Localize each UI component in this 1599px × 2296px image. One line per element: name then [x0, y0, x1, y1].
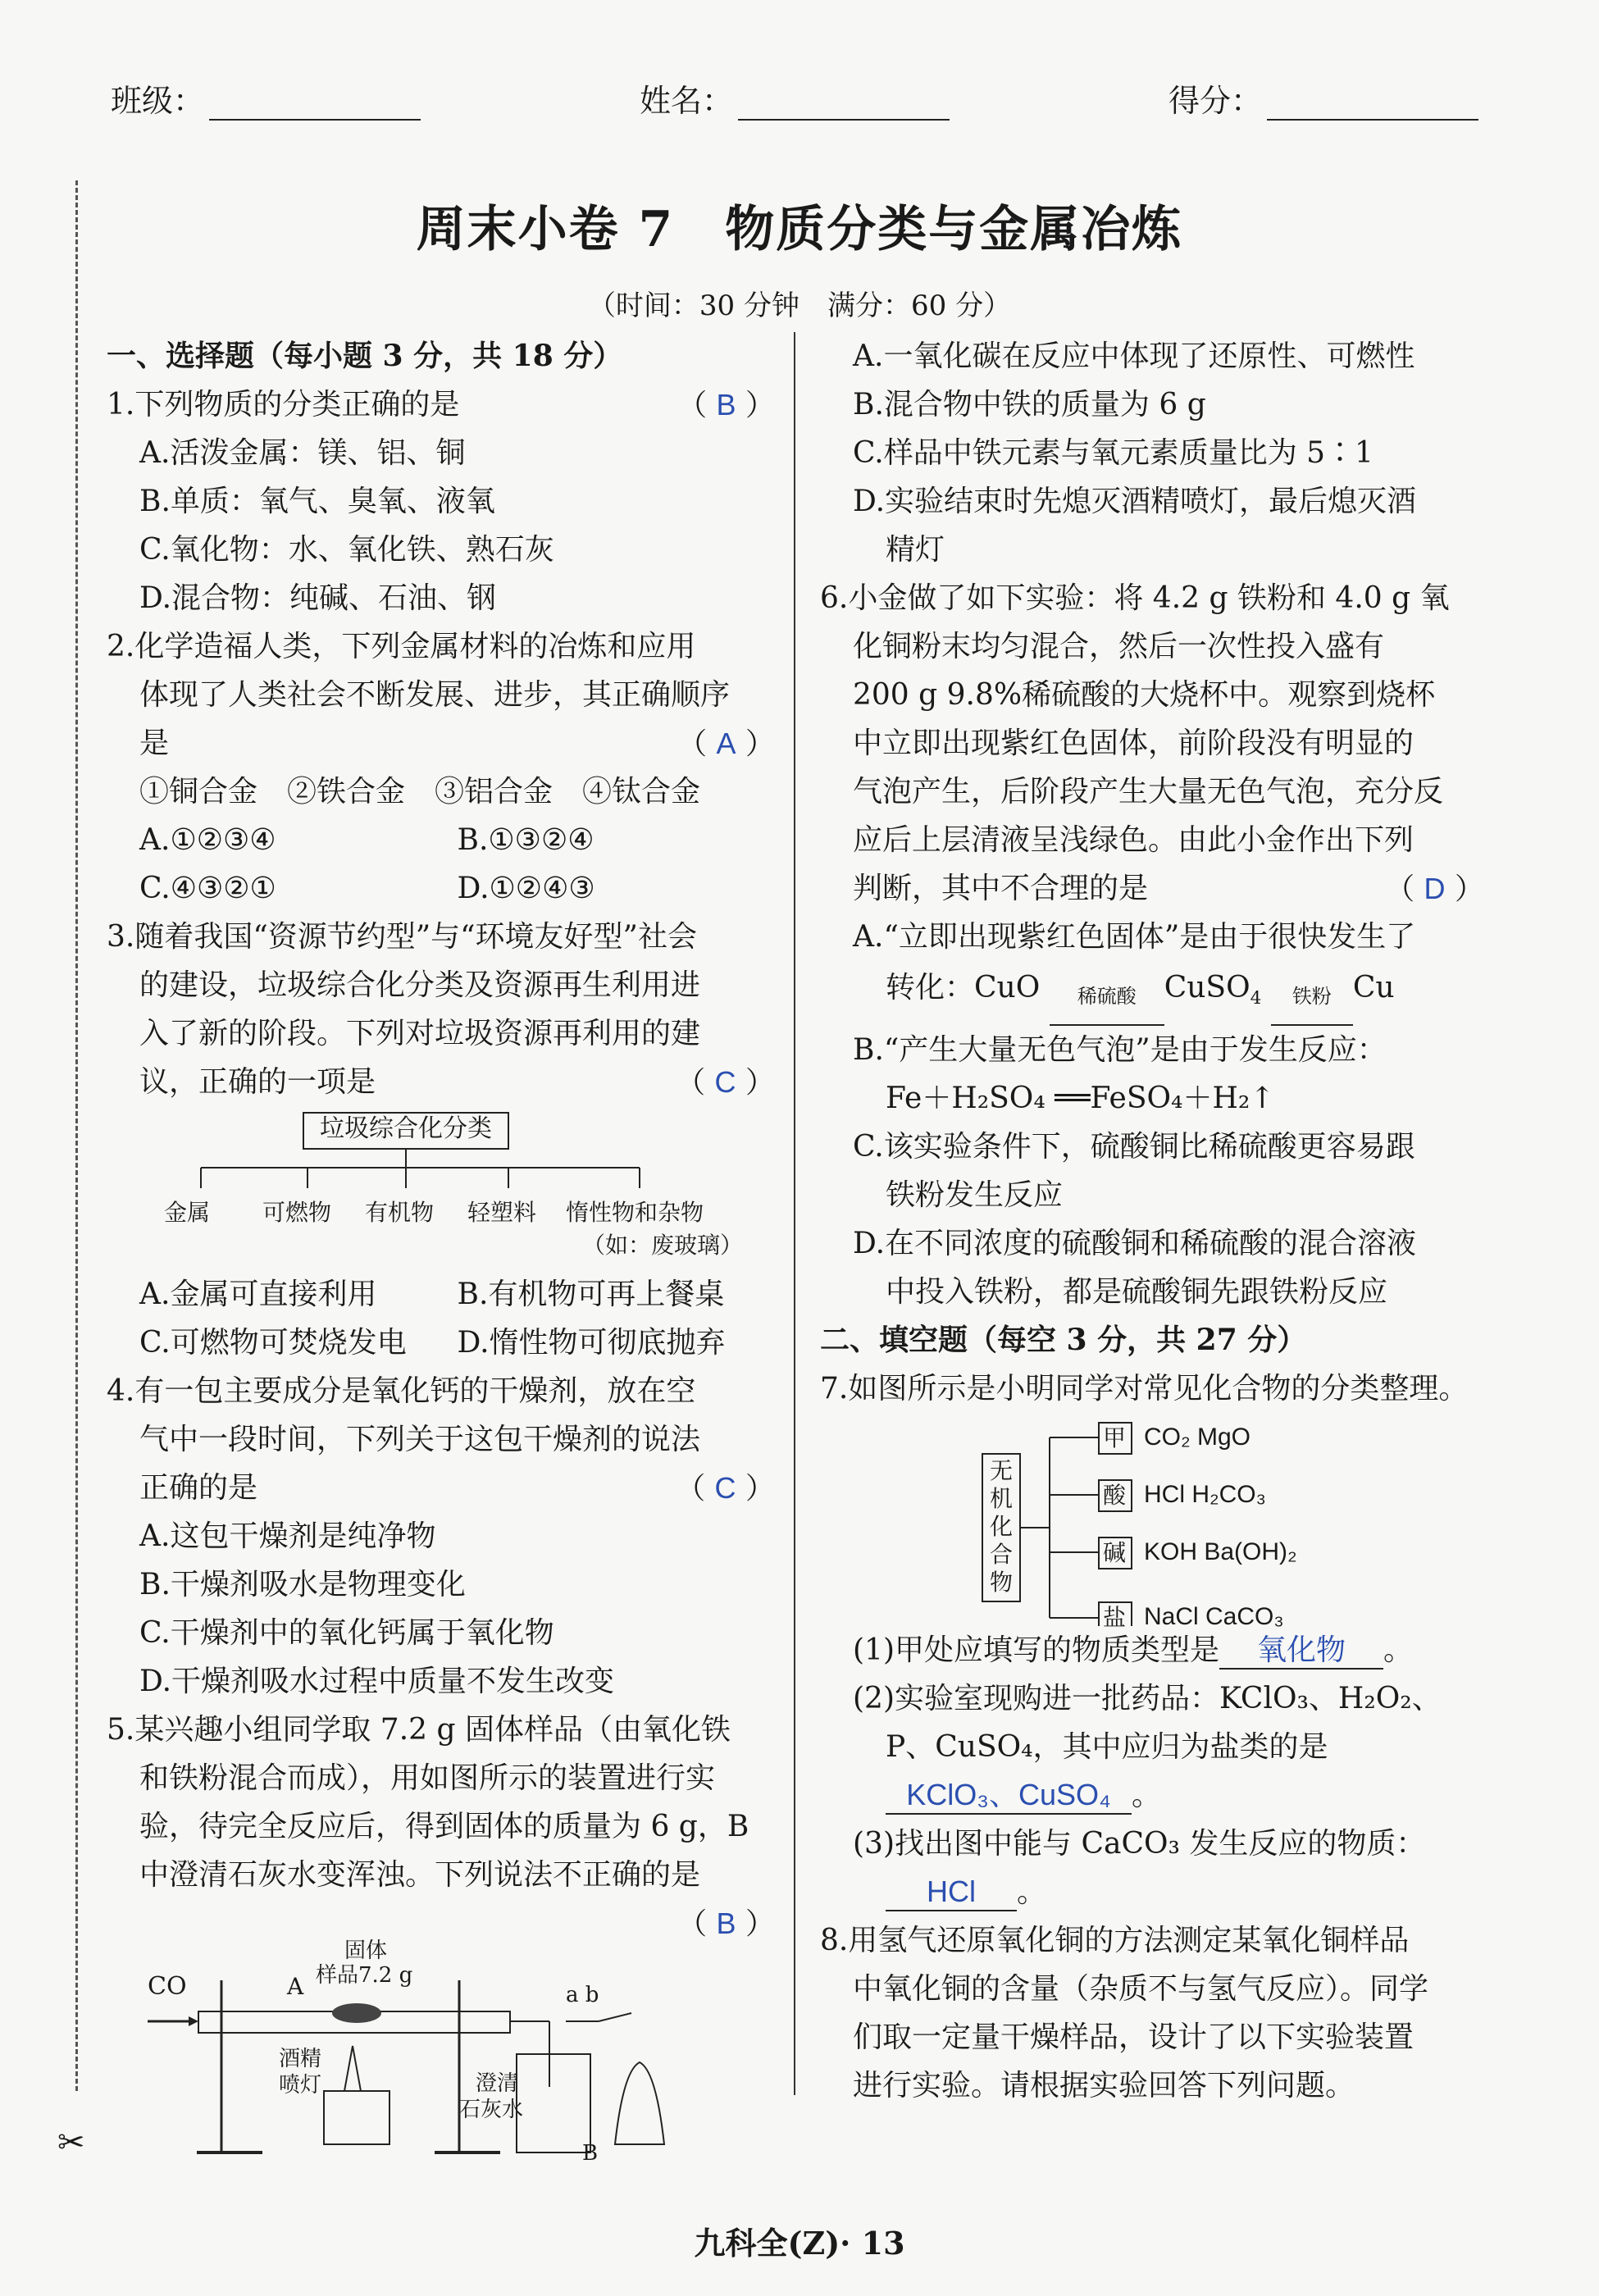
reagent-label: 稀硫酸 — [1077, 985, 1137, 1009]
option-cont: 中投入铁粉，都是硫酸铜先跟铁粉反应 — [886, 1275, 1388, 1310]
option[interactable]: D.干燥剂吸水过程中质量不发生改变 — [139, 1665, 615, 1698]
page-footer: 九科全(Z)· 13 — [694, 2225, 905, 2262]
tree-key: 碱 — [1103, 1539, 1127, 1567]
question-3-line: 的建设，垃圾综合化分类及资源再生利用进 — [139, 968, 701, 1002]
question-6-line: 中立即出现紫红色固体，前阶段没有明显的 — [853, 727, 1414, 760]
option-row — [107, 1319, 775, 1367]
option-row — [107, 816, 775, 864]
question-6-line: 判断，其中不合理的是 （ D ） — [853, 872, 1484, 906]
question-6-line: 化铜粉末均匀混合，然后一次性投入盛有 — [853, 630, 1385, 663]
option[interactable]: B.①③②④ — [457, 823, 594, 857]
option[interactable]: B.有机物可再上餐桌 — [457, 1278, 725, 1311]
page-subtitle: （时间：30 分钟 满分：60 分） — [587, 289, 1012, 322]
co-label: CO — [148, 1972, 187, 2001]
option[interactable]: C.可燃物可焚烧发电 — [139, 1326, 407, 1360]
score-blank[interactable] — [1267, 89, 1478, 121]
question-2-line: 是 （ A ） — [139, 727, 775, 761]
question-6-line: 应后上层清液呈浅绿色。由此小金作出下列 — [853, 823, 1414, 857]
apparatus-drawing — [107, 1947, 775, 2161]
solid-label: 固体 — [344, 1938, 388, 1963]
cut-line — [75, 180, 78, 2091]
reaction-line: 转化：CuO 稀硫酸 CuSO$_4$ 铁粉 Cu — [820, 961, 1484, 1026]
score-field: 得分： — [1168, 75, 1478, 121]
answer: C — [714, 1065, 736, 1099]
option[interactable]: B.混合物中铁的质量为 6 g — [853, 388, 1206, 421]
b-label: B — [582, 2141, 599, 2166]
answer: A — [716, 727, 736, 760]
option[interactable]: C.④③②① — [139, 872, 276, 905]
question-5-line: 中澄清石灰水变浑浊。下列说法不正确的是 — [139, 1858, 701, 1892]
option[interactable]: A.一氧化碳在反应中体现了还原性、可燃性 — [853, 339, 1415, 373]
lamp-label: 酒精 — [279, 2047, 322, 2071]
option[interactable]: B.“产生大量无色气泡”是由于发生反应： — [853, 1033, 1387, 1068]
diagram-label: 有机物 — [365, 1199, 435, 1226]
answer-blank[interactable]: KClO₃、CuSO₄ — [886, 1777, 1132, 1815]
column-divider — [794, 332, 795, 2095]
question-3: 3.随着我国“资源节约型”与“环境友好型”社会 — [107, 920, 697, 954]
option[interactable]: D.实验结束时先熄灭酒精喷灯，最后熄灭酒 — [853, 485, 1417, 518]
tree-value: NaCl CaCO₃ — [1144, 1603, 1284, 1631]
option[interactable]: C.干燥剂中的氧化钙属于氧化物 — [139, 1616, 554, 1650]
question-8-line: 中氧化铜的含量（杂质不与氢气反应）。同学 — [853, 1972, 1429, 2007]
option-row — [107, 1270, 775, 1319]
name-blank[interactable] — [738, 89, 950, 121]
question-6: 6.小金做了如下实验：将 4.2 g 铁粉和 4.0 g 氧 — [820, 581, 1450, 615]
section-heading: 一、选择题（每小题 3 分，共 18 分） — [107, 339, 623, 373]
tree-value: CO₂ MgO — [1144, 1424, 1250, 1451]
question-7-part1: (1)甲处应填写的物质类型是 氧化物 。 — [820, 1626, 1484, 1674]
apparatus-diagram — [107, 1938, 775, 2166]
tree-root: 无机化合物 — [989, 1457, 1013, 1597]
option[interactable]: D.混合物：纯碱、石油、钢 — [139, 581, 497, 615]
option[interactable]: A.活泼金属：镁、铝、铜 — [139, 436, 466, 470]
question-5: 5.某兴趣小组同学取 7.2 g 固体样品（由氧化铁 — [107, 1713, 731, 1747]
lime-label: 澄清 — [476, 2071, 519, 2096]
question-4-line: 气中一段时间，下列关于这包干燥剂的说法 — [139, 1423, 701, 1456]
question-7-part3-answer: HCl 。 — [820, 1868, 1484, 1916]
class-field: 班级： — [111, 75, 421, 121]
question-2-items: ①铜合金 ②铁合金 ③铝合金 ④钛合金 — [139, 775, 701, 809]
option[interactable]: C.样品中铁元素与氧元素质量比为 5∶1 — [853, 436, 1374, 470]
answer: C — [714, 1471, 736, 1505]
question-1: 1.下列物质的分类正确的是 （ B ） — [107, 388, 775, 422]
answer: B — [716, 1906, 736, 1940]
option-row — [107, 864, 775, 913]
lamp-label: 喷灯 — [279, 2073, 322, 2098]
name-field: 姓名： — [640, 75, 950, 121]
question-2-line: 体现了人类社会不断发展、进步，其正确顺序 — [139, 678, 731, 712]
a-label: A — [287, 1973, 304, 2000]
lime-label: 石灰水 — [459, 2098, 524, 2122]
question-7-part3: (3)找出图中能与 CaCO₃ 发生反应的物质： — [853, 1827, 1426, 1861]
option[interactable]: B.单质：氧气、臭氧、液氧 — [139, 485, 495, 518]
question-5-line: 和铁粉混合而成），用如图所示的装置进行实 — [139, 1761, 716, 1795]
question-7-part2: (2)实验室现购进一批药品：KClO₃、H₂O₂、 — [853, 1682, 1442, 1716]
ab-label: a b — [566, 1983, 599, 2007]
answer: B — [716, 388, 736, 421]
diagram-label: 金属 — [164, 1199, 211, 1226]
option[interactable]: B.干燥剂吸水是物理变化 — [139, 1568, 466, 1601]
question-8-line: 进行实验。请根据实验回答下列问题。 — [853, 2069, 1355, 2103]
question-3-line: 入了新的阶段。下列对垃圾资源再利用的建 — [139, 1017, 701, 1050]
diagram-label: 轻塑料 — [467, 1199, 537, 1226]
class-blank[interactable] — [209, 89, 421, 121]
option[interactable]: D.①②④③ — [457, 872, 595, 905]
question-8: 8.用氢气还原氧化铜的方法测定某氧化铜样品 — [820, 1924, 1410, 1958]
question-6-line: 气泡产生，后阶段产生大量无色气泡，充分反 — [853, 775, 1444, 809]
page-title: 周末小卷 7 物质分类与金属冶炼 — [416, 201, 1183, 258]
option-cont: 铁粉发生反应 — [886, 1178, 1064, 1213]
option-cont: 精灯 — [886, 533, 945, 567]
option[interactable]: A.这包干燥剂是纯净物 — [139, 1519, 436, 1553]
diagram-label: 可燃物 — [262, 1199, 332, 1226]
solid-label: 样品7.2 g — [316, 1963, 413, 1988]
answer-blank[interactable]: 氧化物 — [1219, 1632, 1383, 1670]
question-7: 7.如图所示是小明同学对常见化合物的分类整理。 — [820, 1372, 1469, 1406]
right-column — [820, 332, 1484, 2110]
option[interactable]: C.氧化物：水、氧化铁、熟石灰 — [139, 533, 554, 567]
tree-value: HCl H₂CO₃ — [1144, 1481, 1266, 1509]
question-5-answer: （ B ） — [677, 1906, 775, 1941]
answer: D — [1424, 872, 1446, 905]
option[interactable]: D.惰性物可彻底抛弃 — [457, 1326, 726, 1360]
diagram-box: 垃圾综合化分类 — [320, 1114, 492, 1143]
scissors-icon: ✂ — [57, 2124, 85, 2162]
option[interactable]: A.金属可直接利用 — [139, 1278, 377, 1311]
option[interactable]: D.在不同浓度的硫酸铜和稀硫酸的混合溶液 — [853, 1227, 1417, 1261]
question-4: 4.有一包主要成分是氧化钙的干燥剂，放在空 — [107, 1374, 696, 1408]
section-heading: 二、填空题（每空 3 分，共 27 分） — [820, 1323, 1307, 1358]
option[interactable]: A.①②③④ — [139, 823, 276, 857]
question-8-line: 们取一定量干燥样品，设计了以下实验装置 — [853, 2020, 1414, 2055]
tree-key: 酸 — [1103, 1482, 1127, 1510]
diagram-label: （如：废玻璃） — [582, 1232, 744, 1259]
option[interactable]: A.“立即出现紫红色固体”是由于很快发生了 — [853, 920, 1416, 954]
question-6-line: 200 g 9.8%稀硫酸的大烧杯中。观察到烧杯 — [853, 678, 1436, 712]
garbage-diagram — [107, 1106, 775, 1270]
tree-key: 盐 — [1103, 1604, 1127, 1632]
question-5-line: 验，待完全反应后，得到固体的质量为 6 g，B — [139, 1810, 749, 1843]
question-7-part2-answer: KClO₃、CuSO₄ 。 — [820, 1771, 1484, 1820]
question-4-line: 正确的是 （ C ） — [139, 1471, 775, 1506]
question-2: 2.化学造福人类，下列金属材料的冶炼和应用 — [107, 630, 696, 663]
tree-key: 甲 — [1103, 1424, 1127, 1452]
tree-value: KOH Ba(OH)₂ — [1144, 1538, 1297, 1566]
compound-tree — [820, 1413, 1484, 1632]
reagent-label: 铁粉 — [1292, 985, 1332, 1009]
question-3-line: 议，正确的一项是 （ C ） — [139, 1065, 775, 1100]
question-7-part2-line: P、CuSO₄，其中应归为盐类的是 — [886, 1730, 1328, 1765]
reaction-line: Fe＋H₂SO₄ ══FeSO₄＋H₂↑ — [886, 1082, 1275, 1116]
answer-blank[interactable]: HCl — [886, 1874, 1017, 1911]
option[interactable]: C.该实验条件下，硫酸铜比稀硫酸更容易跟 — [853, 1130, 1415, 1164]
left-column — [107, 332, 775, 2166]
diagram-label: 惰性物和杂物 — [566, 1199, 704, 1226]
